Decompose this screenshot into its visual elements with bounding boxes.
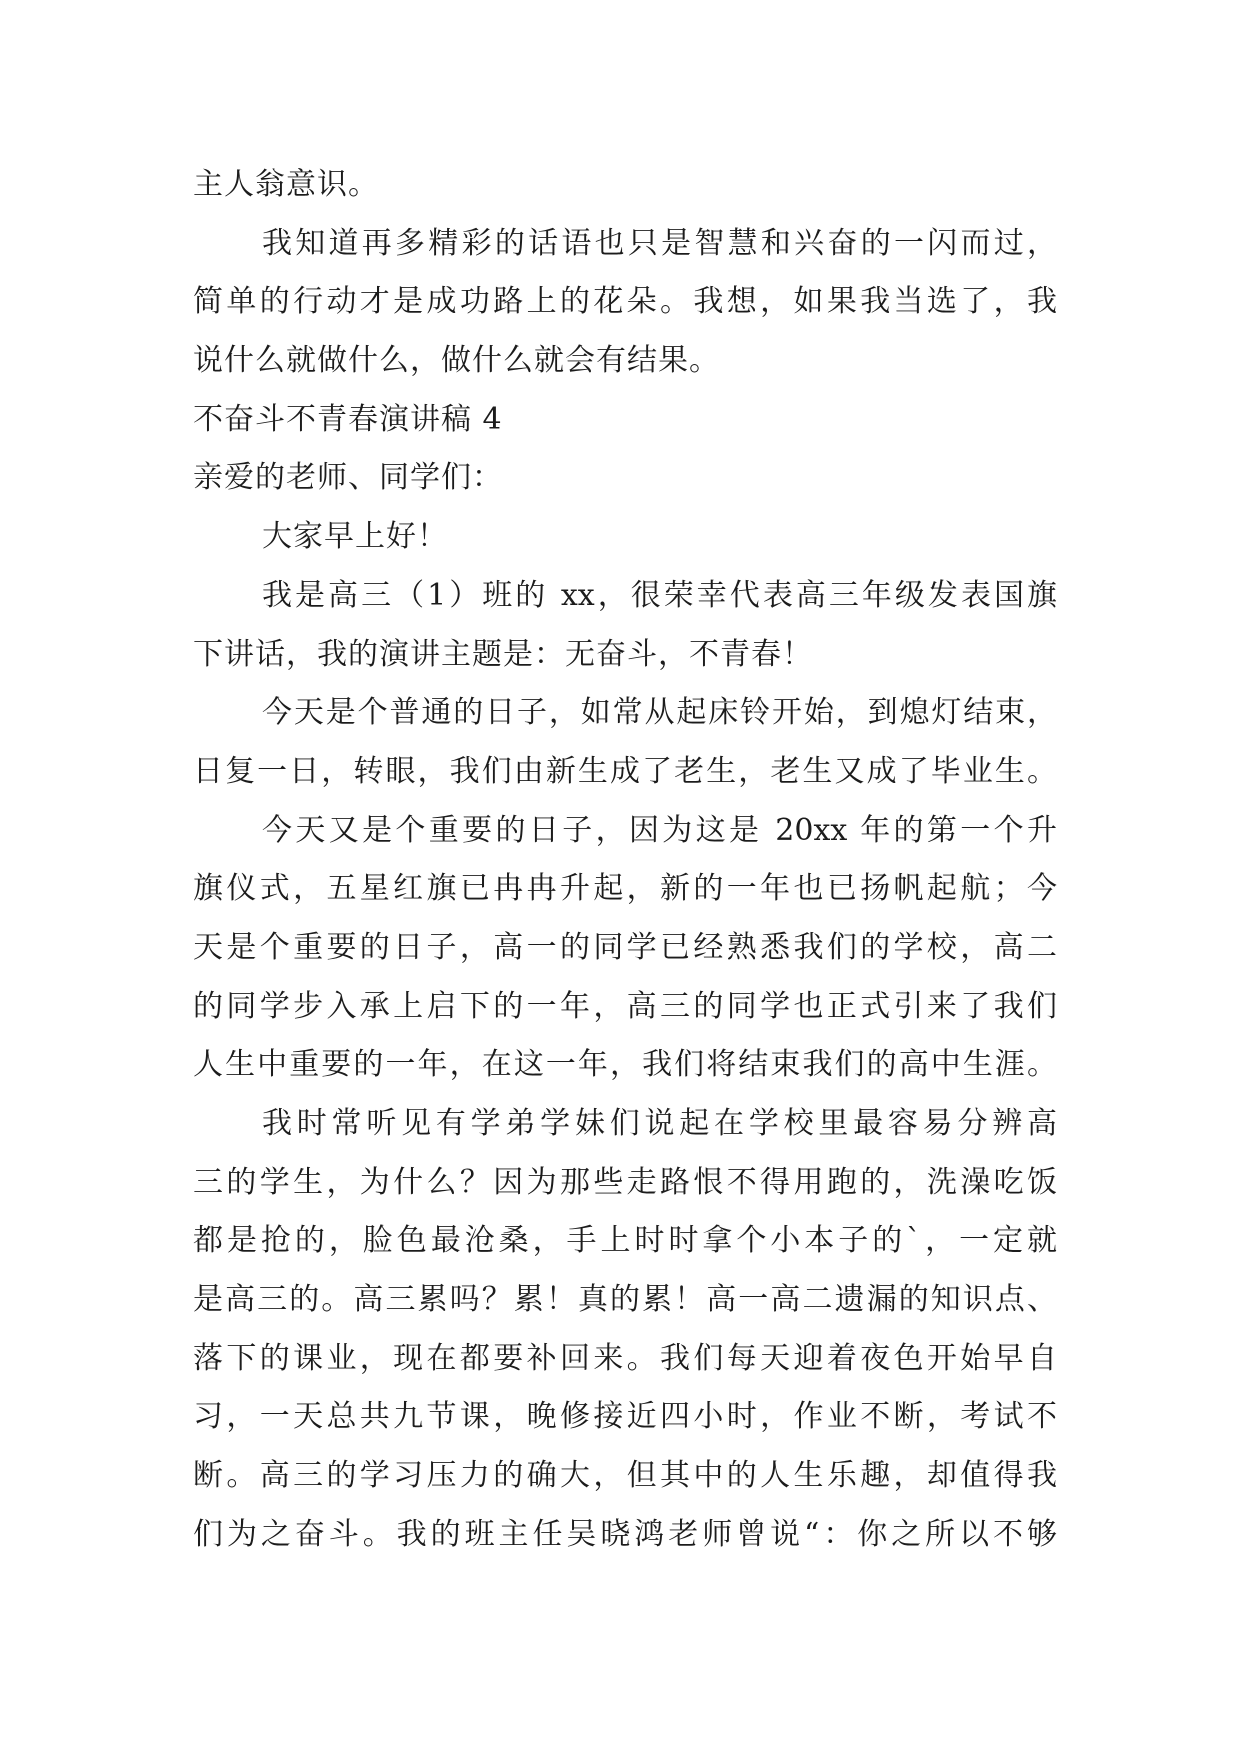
text-line: 简单的行动才是成功路上的花朵。我想，如果我当选了，我 <box>193 284 1057 320</box>
text-line: 人生中重要的一年，在这一年，我们将结束我们的高中生涯。 <box>193 1047 1057 1083</box>
text-line: 们为之奋斗。我的班主任吴晓鸿老师曾说“：你之所以不够 <box>193 1516 1057 1552</box>
document-body <box>193 156 1057 1565</box>
text-line: 习，一天总共九节课，晚修接近四小时，作业不断，考试不 <box>193 1399 1057 1435</box>
text-line: 下讲话，我的演讲主题是：无奋斗，不青春！ <box>193 636 813 672</box>
text-line: 今天是个普通的日子，如常从起床铃开始，到熄灯结束， <box>262 695 1057 731</box>
text-line: 主人翁意识。 <box>193 167 379 202</box>
text-line: 都是抢的，脸色最沧桑，手上时时拿个小本子的`，一定就 <box>193 1223 1057 1259</box>
text-line: 天是个重要的日子，高一的同学已经熟悉我们的学校，高二 <box>193 929 1057 965</box>
text-line: 我知道再多精彩的话语也只是智慧和兴奋的一闪而过， <box>262 225 1057 261</box>
text-line: 说什么就做什么，做什么就会有结果。 <box>193 343 720 379</box>
text-line: 日复一日，转眼，我们由新生成了老生，老生又成了毕业生。 <box>193 753 1057 789</box>
text-line: 我是高三（1）班的 xx，很荣幸代表高三年级发表国旗 <box>262 577 1057 613</box>
text-line: 旗仪式，五星红旗已冉冉升起，新的一年也已扬帆起航；今 <box>193 871 1057 907</box>
text-line: 是高三的。高三累吗？累！真的累！高一高二遗漏的知识点、 <box>193 1282 1057 1318</box>
greeting-line: 大家早上好！ <box>262 519 448 555</box>
text-line: 我时常听见有学弟学妹们说起在学校里最容易分辨高 <box>262 1106 1057 1141</box>
text-line: 今天又是个重要的日子，因为这是 20xx 年的第一个升 <box>262 812 1057 848</box>
text-line: 三的学生，为什么？因为那些走路恨不得用跑的，洗澡吃饭 <box>193 1164 1057 1200</box>
text-line: 的同学步入承上启下的一年，高三的同学也正式引来了我们 <box>193 988 1057 1024</box>
text-line: 落下的课业，现在都要补回来。我们每天迎着夜色开始早自 <box>193 1340 1057 1376</box>
text-line: 断。高三的学习压力的确大，但其中的人生乐趣，却值得我 <box>193 1458 1057 1494</box>
salutation: 亲爱的老师、同学们： <box>193 460 503 496</box>
section-title: 不奋斗不青春演讲稿 4 <box>193 401 503 437</box>
